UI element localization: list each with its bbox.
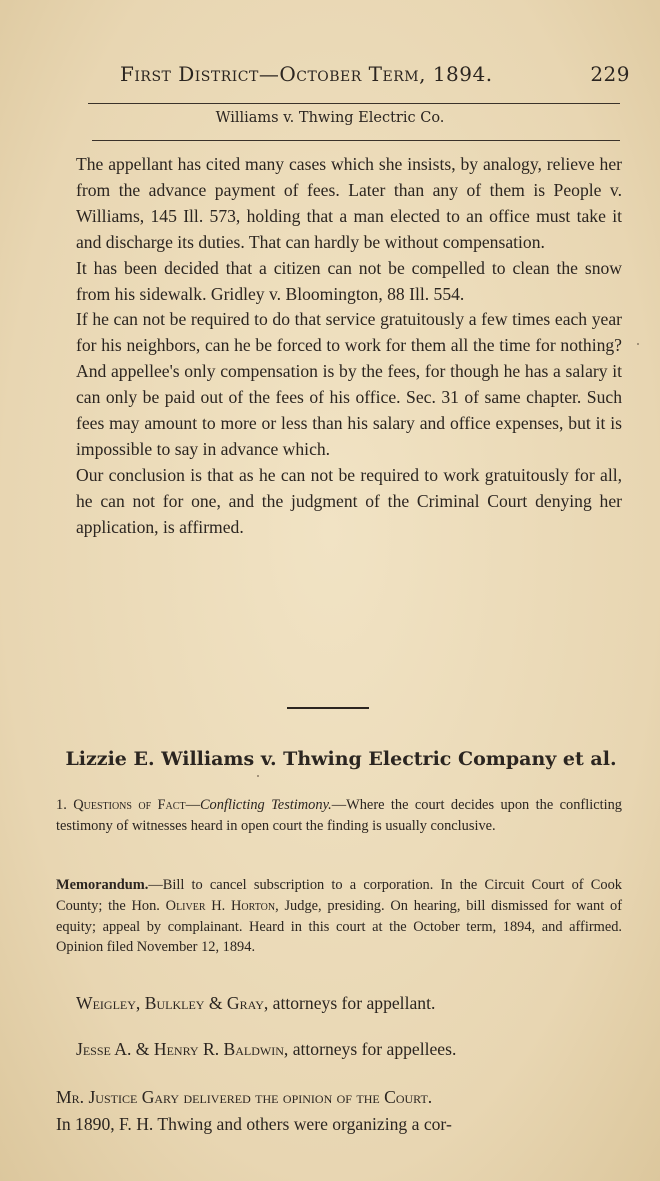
syllabus-text: Where the court decides upon the conflicting testimony of witnesses heard in open court the finding is usually conclusive. bbox=[56, 797, 622, 834]
opinion-conclusion bbox=[76, 152, 622, 541]
syllabus-number: 1. bbox=[56, 797, 67, 813]
judge-name: Oliver H. Horton bbox=[165, 897, 276, 914]
memorandum: Memorandum.—Bill to cancel subscription to a corporation. In the Circuit Court of Cook County; the Hon. Oliver H. Horton, Judge, presiding. On hearing, bill dismissed for want of equity; appeal by complainant. Heard in this court at the October term, 1894, and affirmed. Opinion filed November 12, 1894. bbox=[56, 877, 622, 956]
header-rule-bottom bbox=[92, 140, 620, 141]
section-divider bbox=[287, 707, 369, 709]
appellant-attorneys bbox=[76, 993, 622, 1014]
syllabus-heading: Questions of Fact bbox=[73, 797, 186, 813]
header-rule-top bbox=[88, 103, 620, 104]
memorandum-label: Memorandum. bbox=[56, 877, 149, 893]
opinion-paragraph: The appellant has cited many cases which she insists, by analogy, relieve her from the advance payment of fees. Later than any of them is People v. Williams, 145 Ill. 573, holding that a man elected to an office must take it and discharge its duties. That can hardly be without compensation. bbox=[76, 154, 622, 252]
running-head bbox=[120, 62, 630, 86]
page-number: 229 bbox=[590, 62, 630, 86]
memorandum-text-continued: , Judge, presiding. On hearing, bill dismissed for want of equity; appeal by complainant. Heard in this court at the October term, 1894, and affirmed. Opinion filed November 12, 1894. bbox=[56, 897, 622, 956]
appellant-attorney-role: , attorneys for appellant. bbox=[263, 993, 436, 1013]
appellee-attorneys bbox=[76, 1039, 622, 1060]
appellee-attorney-role: , attorneys for appellees. bbox=[283, 1039, 457, 1059]
running-title: First District—October Term, 1894. bbox=[120, 62, 493, 86]
opinion-first-line: In 1890, F. H. Thwing and others were organizing a cor- bbox=[56, 1114, 452, 1134]
case-subhead: Williams v. Thwing Electric Co. bbox=[215, 110, 445, 126]
opinion-paragraph: If he can not be required to do that service gratuitously a few times each year for his neighbors, can he be forced to work for them all the time for nothing? And appellee's only compensation is by the fees, for though he has a salary it can only be paid out of the fees of his office. Sec. 31 of same chapter. Such fees may amount to more or less than his salary and office expenses, but it is impossible to say in advance which. bbox=[76, 309, 622, 459]
opinion-paragraph: Our conclusion is that as he can not be required to work gratuitously for all, he can not for one, and the judgment of the Criminal Court denying her application, is affirmed. bbox=[76, 464, 622, 537]
opinion-paragraph: It has been decided that a citizen can not be compelled to clean the snow from his sidewalk. Gridley v. Bloomington, 88 Ill. 554. bbox=[76, 257, 622, 304]
paper-speck bbox=[257, 775, 259, 777]
paper-speck bbox=[637, 343, 639, 345]
syllabus-subheading: Conflicting Testimony. bbox=[199, 797, 332, 813]
appellant-attorney-names: Weigley, Bulkley & Gray bbox=[76, 993, 264, 1013]
opinion-opening bbox=[56, 1084, 626, 1138]
syllabus: 1. Questions of Fact—Conflicting Testimony.—Where the court decides upon the conflicting testimony of witnesses heard in open court the finding is usually conclusive. bbox=[56, 797, 622, 834]
appellee-attorney-names: Jesse A. & Henry R. Baldwin bbox=[76, 1039, 284, 1059]
case-title: Lizzie E. Williams v. Thwing Electric Company et al. bbox=[65, 748, 617, 770]
opinion-intro: Mr. Justice Gary delivered the opinion of the Court. bbox=[56, 1087, 433, 1107]
memorandum-text: Bill to cancel subscription to a corporation. In the Circuit Court of Cook County; the Hon. bbox=[56, 877, 622, 914]
